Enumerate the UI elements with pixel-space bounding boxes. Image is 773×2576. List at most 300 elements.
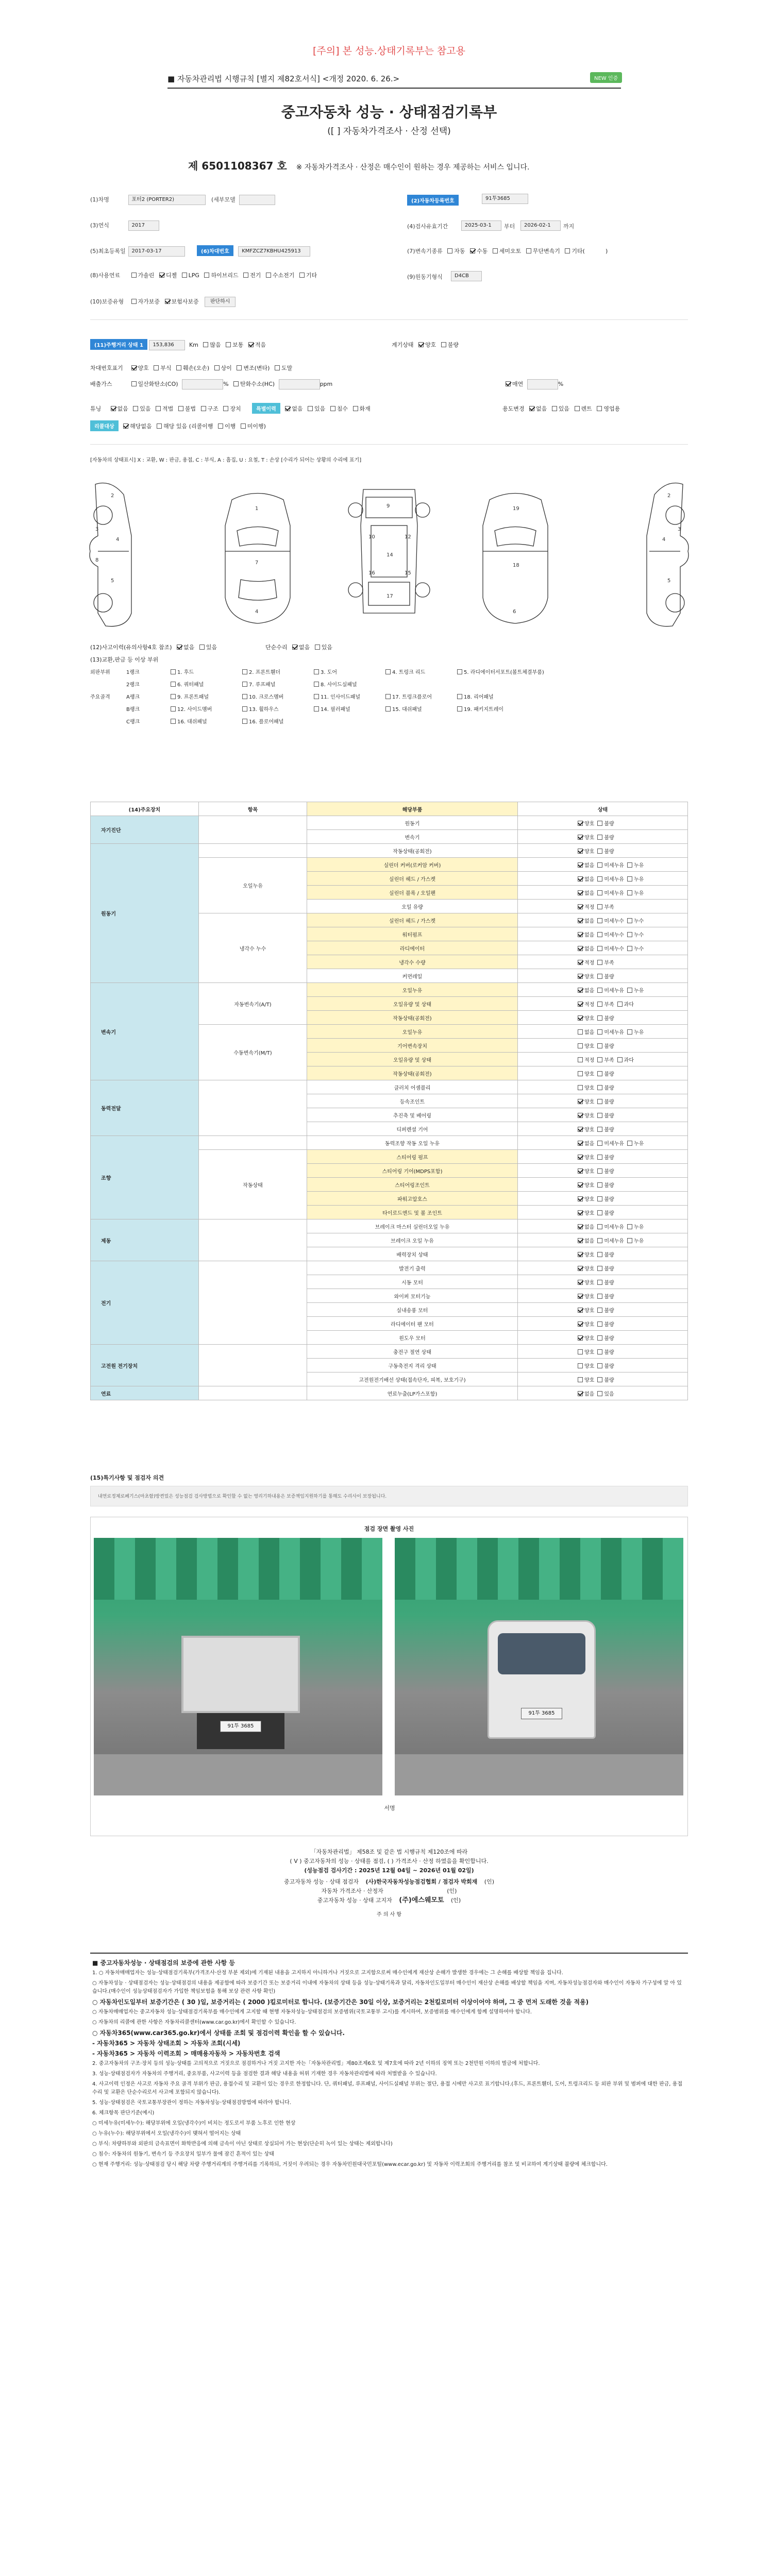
- state-label: 부족: [604, 1002, 614, 1008]
- part-label: 12. 사이드멤버: [177, 707, 212, 713]
- state-label: 불량: [604, 1155, 614, 1161]
- check-mid-cell: [199, 1136, 307, 1150]
- state-checkbox[interactable]: [578, 1029, 583, 1035]
- state-checkbox[interactable]: [578, 1168, 583, 1174]
- check-row: [91, 844, 688, 858]
- check-state-cell: [518, 1039, 688, 1053]
- state-checkbox[interactable]: [627, 1029, 632, 1035]
- state-checkbox[interactable]: [597, 1321, 602, 1327]
- check-main-cell: 원동기: [91, 844, 199, 983]
- state-label: 미세누유: [604, 862, 624, 869]
- state-checkbox[interactable]: [578, 1182, 583, 1188]
- state-checkbox[interactable]: [578, 1238, 583, 1243]
- state-checkbox[interactable]: [597, 1349, 602, 1354]
- state-checkbox[interactable]: [627, 890, 632, 895]
- state-checkbox[interactable]: [597, 1377, 602, 1382]
- state-label: 과다: [624, 1057, 634, 1063]
- state-checkbox[interactable]: [597, 1210, 602, 1215]
- fuel-lpg-label: LPG: [188, 272, 199, 279]
- note-paragraph: - 자동차365 > 자동차 상태조회 > 자동차 조회(시세): [92, 2040, 241, 2047]
- part-checkbox[interactable]: [242, 694, 247, 699]
- vin-mark-diff-checkbox[interactable]: [214, 365, 220, 370]
- state-checkbox[interactable]: [597, 1141, 602, 1146]
- state-checkbox[interactable]: [597, 876, 602, 882]
- state-checkbox[interactable]: [597, 1043, 602, 1048]
- fuel-electric-checkbox[interactable]: [243, 273, 248, 278]
- recall-none-checkbox[interactable]: [123, 423, 128, 429]
- state-checkbox[interactable]: [597, 835, 602, 840]
- state-checkbox[interactable]: [578, 946, 583, 951]
- special-yes-checkbox[interactable]: [308, 406, 313, 411]
- part-checkbox[interactable]: [385, 669, 391, 674]
- state-checkbox[interactable]: [597, 988, 602, 993]
- state-label: 없음: [584, 1391, 595, 1397]
- state-checkbox[interactable]: [597, 862, 602, 868]
- trans-etc-checkbox[interactable]: [565, 248, 570, 253]
- state-checkbox[interactable]: [578, 1377, 583, 1382]
- state-label: 양호: [584, 835, 595, 841]
- warranty-insurance-checkbox[interactable]: [165, 299, 170, 304]
- check-item-cell: 클러치 어셈블리: [307, 1080, 518, 1094]
- usage-rent-checkbox[interactable]: [575, 406, 580, 411]
- state-checkbox[interactable]: [578, 1141, 583, 1146]
- vin-mark-damage-checkbox[interactable]: [176, 365, 181, 370]
- special-none-checkbox[interactable]: [285, 406, 290, 411]
- trans-semi-checkbox[interactable]: [493, 248, 498, 253]
- state-checkbox[interactable]: [578, 1043, 583, 1048]
- hc-unit: ppm: [320, 381, 333, 387]
- accident-none-checkbox[interactable]: [177, 645, 182, 650]
- state-checkbox[interactable]: [627, 1238, 632, 1243]
- state-label: 불량: [604, 1043, 614, 1049]
- check-item-cell: 작동상태(공회전): [307, 1011, 518, 1025]
- state-label: 없음: [584, 1224, 595, 1230]
- part-label: 7. 루프패널: [249, 682, 276, 688]
- state-checkbox[interactable]: [617, 1057, 623, 1062]
- state-checkbox[interactable]: [627, 918, 632, 923]
- state-checkbox[interactable]: [597, 1196, 602, 1201]
- notes-section: [90, 1953, 688, 2176]
- state-checkbox[interactable]: [597, 1252, 602, 1257]
- tuning-yes-checkbox[interactable]: [133, 406, 138, 411]
- trans-auto-checkbox[interactable]: [447, 248, 452, 253]
- tuning-struct-checkbox[interactable]: [201, 406, 206, 411]
- state-label: 미세누수: [604, 932, 624, 938]
- check-mid-cell: [199, 1261, 307, 1345]
- tuning-legal-checkbox[interactable]: [156, 406, 161, 411]
- check-state-cell: [518, 1122, 688, 1136]
- state-checkbox[interactable]: [597, 890, 602, 895]
- part-checkbox[interactable]: [171, 719, 176, 724]
- state-checkbox[interactable]: [578, 1099, 583, 1104]
- state-label: 양호: [584, 1155, 595, 1161]
- check-item-cell: 라디에이터: [307, 941, 518, 955]
- svg-text:17: 17: [386, 594, 393, 599]
- mileage-high-checkbox[interactable]: [203, 342, 208, 347]
- part-checkbox[interactable]: [171, 682, 176, 687]
- co-checkbox[interactable]: [131, 381, 137, 386]
- accident-label: (12)사고이력(유의사항4호 참조): [90, 644, 172, 651]
- state-checkbox[interactable]: [627, 988, 632, 993]
- usage-none-checkbox[interactable]: [529, 406, 534, 411]
- hc-checkbox[interactable]: [233, 381, 239, 386]
- check-state-cell: [518, 913, 688, 927]
- state-checkbox[interactable]: [627, 1141, 632, 1146]
- foot-title: 주 의 사 항: [376, 1912, 402, 1918]
- state-checkbox[interactable]: [578, 1252, 583, 1257]
- state-checkbox[interactable]: [578, 960, 583, 965]
- special-fire-checkbox[interactable]: [353, 406, 358, 411]
- rank-label: C랭크: [126, 719, 140, 725]
- state-checkbox[interactable]: [597, 849, 602, 854]
- check-state-cell: [518, 1275, 688, 1289]
- state-checkbox[interactable]: [597, 1363, 602, 1368]
- first-reg-field[interactable]: 2017-03-17: [128, 246, 185, 257]
- reg-field[interactable]: 91투3685: [482, 194, 528, 204]
- mileage-low-checkbox[interactable]: [248, 342, 254, 347]
- simple-label: 단순수리: [265, 644, 288, 651]
- year-field[interactable]: 2017: [128, 221, 159, 231]
- state-checkbox[interactable]: [597, 1099, 602, 1104]
- vin-mark-rust-checkbox[interactable]: [154, 365, 159, 370]
- usage-yes-checkbox[interactable]: [552, 406, 557, 411]
- state-checkbox[interactable]: [627, 862, 632, 868]
- state-label: 불량: [604, 1196, 614, 1202]
- fuel-electric-label: 전기: [250, 272, 261, 279]
- state-label: 없음: [584, 862, 595, 869]
- co-unit: %: [223, 381, 229, 387]
- tuning-none-label: 없음: [117, 405, 128, 412]
- period-from-field[interactable]: 2025-03-1: [461, 221, 501, 231]
- state-checkbox[interactable]: [578, 849, 583, 854]
- check-state-cell: [518, 1178, 688, 1192]
- state-checkbox[interactable]: [578, 835, 583, 840]
- state-checkbox[interactable]: [597, 1280, 602, 1285]
- state-checkbox[interactable]: [597, 1182, 602, 1188]
- state-checkbox[interactable]: [597, 1294, 602, 1299]
- instrument-good-checkbox[interactable]: [418, 342, 424, 347]
- state-checkbox[interactable]: [578, 1335, 583, 1341]
- state-label: 불량: [604, 1168, 614, 1175]
- part-checkbox[interactable]: [314, 694, 319, 699]
- state-checkbox[interactable]: [627, 946, 632, 951]
- regulation-text: ■ 자동차관리법 시행규칙 [별지 제82호서식] <개정 2020. 6. 26.>: [167, 74, 400, 83]
- check-item-cell: 오일유량 및 상태: [307, 1053, 518, 1066]
- state-label: 누유: [633, 1029, 644, 1036]
- check-state-cell: [518, 844, 688, 858]
- trans-label: (7)변속기종류: [407, 248, 443, 255]
- vehicle-row-4: [90, 271, 688, 279]
- svg-text:2: 2: [667, 493, 671, 499]
- svg-text:2: 2: [111, 493, 114, 499]
- smoke-field[interactable]: [527, 379, 558, 389]
- fuel-hybrid-checkbox[interactable]: [204, 273, 209, 278]
- check-table: [90, 802, 688, 1400]
- check-item-cell: 브레이크 오일 누유: [307, 1233, 518, 1247]
- state-checkbox[interactable]: [578, 1266, 583, 1271]
- check-state-cell: [518, 1219, 688, 1233]
- vin-mark-good-label: 양호: [138, 365, 149, 371]
- check-state-cell: [518, 1303, 688, 1317]
- state-checkbox[interactable]: [617, 1002, 623, 1007]
- state-checkbox[interactable]: [597, 1127, 602, 1132]
- part-checkbox[interactable]: [242, 706, 247, 711]
- warranty-button[interactable]: 판단하시: [205, 297, 236, 307]
- notifier-seal: (인): [451, 1897, 461, 1904]
- state-checkbox[interactable]: [578, 876, 583, 882]
- check-state-cell: [518, 1372, 688, 1386]
- state-checkbox[interactable]: [597, 1308, 602, 1313]
- check-state-cell: [518, 997, 688, 1011]
- check-mid-cell: 작동상태: [199, 1150, 307, 1219]
- smoke-checkbox[interactable]: [506, 381, 511, 386]
- state-checkbox[interactable]: [597, 1238, 602, 1243]
- check-state-cell: [518, 886, 688, 900]
- special-flood-checkbox[interactable]: [330, 406, 335, 411]
- usage-group: [502, 404, 620, 413]
- fuel-lpg-checkbox[interactable]: [182, 273, 187, 278]
- state-checkbox[interactable]: [578, 932, 583, 937]
- vin-mark-good-checkbox[interactable]: [131, 365, 137, 370]
- check-mid-cell: [199, 1386, 307, 1400]
- state-checkbox[interactable]: [597, 904, 602, 909]
- car-top-view: [225, 494, 290, 624]
- state-checkbox[interactable]: [578, 1280, 583, 1285]
- check-state-cell: [518, 1233, 688, 1247]
- vin-mark-paint-checkbox[interactable]: [275, 365, 280, 370]
- trans-semi-label: 세미오토: [499, 248, 522, 255]
- check-main-cell: 연료: [91, 1386, 199, 1400]
- check-state-cell: [518, 1011, 688, 1025]
- check-item-cell: 추진축 및 베어링: [307, 1108, 518, 1122]
- accident-yes-checkbox[interactable]: [199, 645, 205, 650]
- number-line: [188, 158, 529, 173]
- mileage-field[interactable]: 153,836: [149, 340, 185, 350]
- note-paragraph: 5. 성능·상태점검은 국토교통부장관이 정하는 자동차성능·상태점검방법에 따라야 합니다.: [92, 2100, 291, 2106]
- part-checkbox[interactable]: [242, 682, 247, 687]
- tuning-device-checkbox[interactable]: [223, 406, 228, 411]
- part-checkbox[interactable]: [314, 669, 319, 674]
- state-checkbox[interactable]: [578, 1391, 583, 1396]
- tuning-illegal-checkbox[interactable]: [178, 406, 183, 411]
- state-checkbox[interactable]: [578, 821, 583, 826]
- notifier-label: 중고자동차 성능 · 상태 고지자: [317, 1897, 392, 1904]
- state-checkbox[interactable]: [597, 1057, 602, 1062]
- state-checkbox[interactable]: [597, 1391, 602, 1396]
- part-checkbox[interactable]: [457, 706, 462, 711]
- state-checkbox[interactable]: [578, 1085, 583, 1090]
- check-item-cell: 시동 모터: [307, 1275, 518, 1289]
- state-checkbox[interactable]: [578, 918, 583, 923]
- part-checkbox[interactable]: [385, 706, 391, 711]
- smoke-unit: %: [558, 381, 564, 387]
- fuel-gasoline-label: 가솔린: [138, 272, 155, 279]
- check-row: [91, 1219, 688, 1233]
- check-row: [91, 1345, 688, 1359]
- part-checkbox[interactable]: [314, 706, 319, 711]
- check-state-cell: [518, 1080, 688, 1094]
- check-state-cell: [518, 1345, 688, 1359]
- reg-label: (2)자동차등록번호: [407, 195, 459, 206]
- part-checkbox[interactable]: [242, 719, 247, 724]
- co-field[interactable]: [182, 379, 223, 389]
- state-checkbox[interactable]: [597, 946, 602, 951]
- state-label: 누유: [633, 1224, 644, 1230]
- sign-line-3: (성능점검 검사기간 : 2025년 12월 04일 ~ 2026년 01월 02일): [304, 1867, 474, 1874]
- state-label: 없음: [584, 932, 595, 938]
- tuning-none-checkbox[interactable]: [111, 406, 116, 411]
- warranty-label: (10)보증유형: [90, 298, 124, 305]
- svg-text:5: 5: [667, 578, 671, 584]
- recall-yes-checkbox[interactable]: [157, 423, 162, 429]
- engine-field[interactable]: D4CB: [451, 271, 482, 281]
- check-state-cell: [518, 941, 688, 955]
- state-checkbox[interactable]: [597, 974, 602, 979]
- state-checkbox[interactable]: [578, 1224, 583, 1229]
- state-checkbox[interactable]: [597, 1113, 602, 1118]
- state-label: 적정: [584, 960, 595, 966]
- simple-yes-checkbox[interactable]: [315, 645, 320, 650]
- vin-mark-damage-label: 훼손(오손): [183, 365, 210, 371]
- name-field[interactable]: 포터2 (PORTER2): [128, 195, 206, 205]
- part-checkbox[interactable]: [171, 669, 176, 674]
- sign-line-1: 「자동차관리법」 제58조 및 같은 법 시행규칙 제120조에 따라: [310, 1849, 468, 1855]
- usage-biz-checkbox[interactable]: [597, 406, 602, 411]
- trans-manual-checkbox[interactable]: [470, 248, 475, 253]
- recall-notdone-checkbox[interactable]: [241, 423, 246, 429]
- simple-none-checkbox[interactable]: [292, 645, 297, 650]
- part-checkbox[interactable]: [171, 706, 176, 711]
- special-label: 특별이력: [252, 403, 280, 414]
- recall-none-label: 해당없음: [130, 423, 152, 430]
- state-label: 불량: [604, 1280, 614, 1286]
- state-checkbox[interactable]: [578, 1321, 583, 1327]
- state-checkbox[interactable]: [578, 974, 583, 979]
- check-item-cell: 작동상태(공회전): [307, 1066, 518, 1080]
- vin-mark-alter-checkbox[interactable]: [237, 365, 242, 370]
- mileage-normal-checkbox[interactable]: [226, 342, 231, 347]
- state-checkbox[interactable]: [578, 904, 583, 909]
- state-checkbox[interactable]: [578, 1363, 583, 1368]
- state-label: 양호: [584, 1196, 595, 1202]
- state-checkbox[interactable]: [578, 1071, 583, 1076]
- state-checkbox[interactable]: [578, 1155, 583, 1160]
- fuel-diesel-checkbox[interactable]: [159, 273, 164, 278]
- state-label: 과다: [624, 1002, 634, 1008]
- state-checkbox[interactable]: [597, 932, 602, 937]
- part-checkbox[interactable]: [457, 669, 462, 674]
- state-checkbox[interactable]: [578, 1210, 583, 1215]
- detail-field[interactable]: [239, 195, 275, 205]
- fuel-hydrogen-checkbox[interactable]: [266, 273, 271, 278]
- state-checkbox[interactable]: [597, 918, 602, 923]
- state-checkbox[interactable]: [597, 821, 602, 826]
- hc-field[interactable]: [279, 379, 320, 389]
- part-checkbox[interactable]: [385, 694, 391, 699]
- state-checkbox[interactable]: [578, 1196, 583, 1201]
- diagram-legend: [자동차의 상태표시] X : 교환, W : 판금, 용접, C : 부식, A : 흠집, U : 요철, T : 손상 [수리가 되어는 상황의 수리에 표기]: [90, 457, 362, 463]
- state-checkbox[interactable]: [597, 1335, 602, 1341]
- state-checkbox[interactable]: [578, 1002, 583, 1007]
- trans-manual-label: 수동: [476, 248, 488, 255]
- check-state-cell: [518, 1386, 688, 1400]
- part-checkbox[interactable]: [457, 694, 462, 699]
- part-checkbox[interactable]: [171, 694, 176, 699]
- part-checkbox[interactable]: [242, 669, 247, 674]
- state-label: 양호: [584, 1071, 595, 1077]
- state-checkbox[interactable]: [597, 1266, 602, 1271]
- svg-text:15: 15: [405, 570, 411, 576]
- state-checkbox[interactable]: [578, 890, 583, 895]
- state-checkbox[interactable]: [627, 1224, 632, 1229]
- state-label: 미세누수: [604, 946, 624, 952]
- check-main-cell: 전기: [91, 1261, 199, 1345]
- fuel-label: (8)사용연료: [90, 272, 121, 279]
- state-checkbox[interactable]: [578, 1057, 583, 1062]
- state-checkbox[interactable]: [578, 1113, 583, 1118]
- state-checkbox[interactable]: [578, 988, 583, 993]
- state-label: 양호: [584, 1113, 595, 1119]
- state-checkbox[interactable]: [597, 1224, 602, 1229]
- check-item-cell: 오일 유량: [307, 900, 518, 913]
- warranty-self-checkbox[interactable]: [131, 299, 137, 304]
- check-mid-cell: 자동변속기(A/T): [199, 983, 307, 1025]
- fuel-etc-checkbox[interactable]: [299, 273, 305, 278]
- state-label: 양호: [584, 1363, 595, 1369]
- recall-done-checkbox[interactable]: [218, 423, 223, 429]
- usage-yes-label: 있음: [558, 405, 570, 412]
- state-checkbox[interactable]: [578, 1308, 583, 1313]
- simple-yes-label: 있음: [321, 644, 333, 651]
- state-checkbox[interactable]: [578, 1294, 583, 1299]
- notifier-value: (주)에스웨모토: [399, 1896, 444, 1904]
- state-checkbox[interactable]: [597, 1002, 602, 1007]
- trans-cvt-checkbox[interactable]: [526, 248, 531, 253]
- vehicle-row-5: [90, 297, 688, 307]
- trans-tail: ): [605, 248, 608, 255]
- state-checkbox[interactable]: [597, 1155, 602, 1160]
- state-checkbox[interactable]: [597, 1085, 602, 1090]
- state-checkbox[interactable]: [627, 876, 632, 882]
- check-state-cell: [518, 955, 688, 969]
- state-checkbox[interactable]: [597, 1015, 602, 1021]
- state-checkbox[interactable]: [578, 862, 583, 868]
- state-checkbox[interactable]: [578, 1349, 583, 1354]
- instrument-bad-checkbox[interactable]: [441, 342, 446, 347]
- period-to-field[interactable]: 2026-02-1: [520, 221, 561, 231]
- fuel-etc-label: 기타: [306, 272, 317, 279]
- state-checkbox[interactable]: [627, 932, 632, 937]
- state-checkbox[interactable]: [578, 1015, 583, 1021]
- svg-text:19: 19: [513, 506, 519, 512]
- part-label: 1. 후드: [177, 670, 194, 675]
- document-number: 제 6501108367 호: [188, 160, 287, 172]
- sign-block: [90, 1848, 688, 1920]
- check-item-cell: 연료누출(LP가스포함): [307, 1386, 518, 1400]
- fuel-gasoline-checkbox[interactable]: [131, 273, 137, 278]
- state-checkbox[interactable]: [578, 1127, 583, 1132]
- state-checkbox[interactable]: [597, 960, 602, 965]
- state-checkbox[interactable]: [597, 1071, 602, 1076]
- state-label: 불량: [604, 1321, 614, 1328]
- state-checkbox[interactable]: [597, 1029, 602, 1035]
- mileage-label: (11)주행거리 상태 1: [90, 339, 147, 350]
- vin-field[interactable]: KMFZCZ7KBHU425913: [238, 246, 310, 257]
- state-label: 양호: [584, 1127, 595, 1133]
- state-checkbox[interactable]: [597, 1168, 602, 1174]
- part-checkbox[interactable]: [314, 682, 319, 687]
- special-none-label: 없음: [292, 405, 303, 412]
